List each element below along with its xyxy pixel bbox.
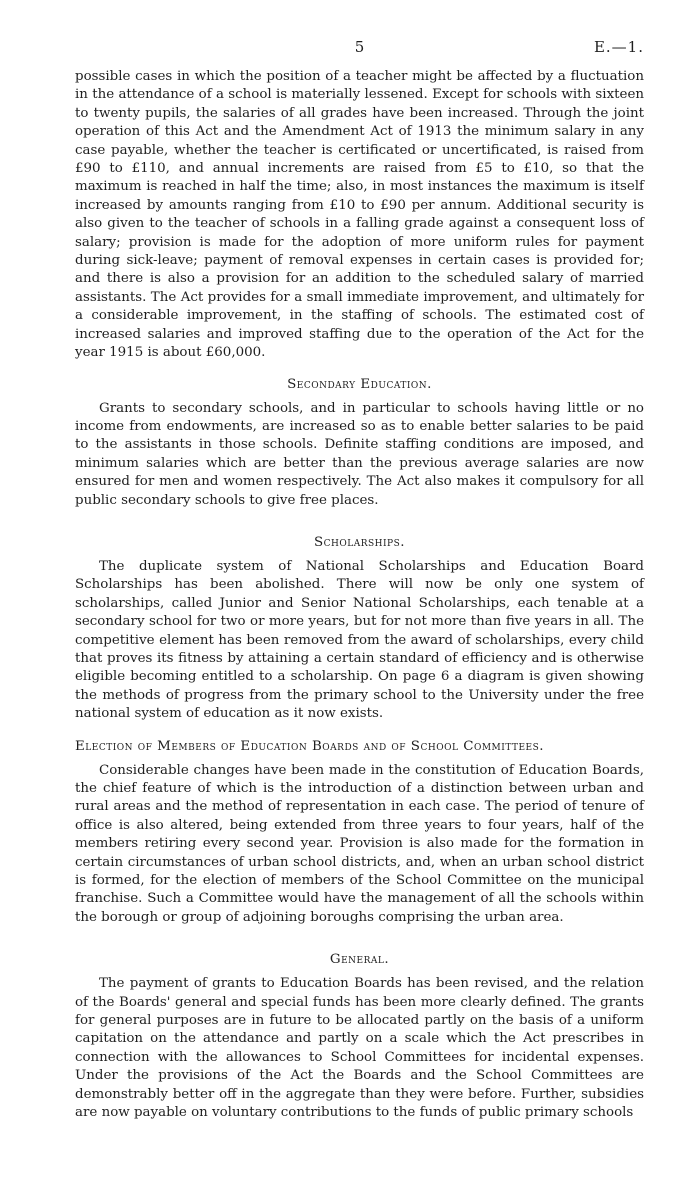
- page-header: [75, 38, 644, 58]
- paragraph-general: The payment of grants to Education Boards has been revised, and the relation of the Boards' general and special funds has been more clearly defined. The grants for general purposes are in future to be allocated partly on the basis of a uniform capitation on the attendance and partly on a scale which the Act prescribes in connection with the allowances to School Committees for incidental expenses. Under the provisions of the Act the Boards and the School Committees are demonstrably better off in the aggregate than they were before. Further, subsidies are now payable on voluntary contributions to the funds of public primary schools: [75, 976, 644, 1121]
- paragraph-intro: possible cases in which the position of a teacher might be affected by a fluctuation in the attendance of a school is materially lessened. Except for schools with sixteen to twenty pupils, the salaries of all grades have been increased. Through the joint operation of this Act and the Amendment Act of 1913 the minimum salary in any case payable, whether the teacher is certificated or uncertificated, is raised from £90 to £110, and annual increments are raised from £5 to £10, so that the maximum is reached in half the time; also, in most instances the maximum is itself increased by amounts ranging from £10 to £90 per annum. Additional security is also given to the teacher of schools in a falling grade against a consequent loss of salary; provision is made for the adoption of more uniform rules for payment during sick-leave; payment of removal expenses in certain cases is provided for; and there is also a provision for an addition to the scheduled salary of married assistants. The Act provides for a small immediate improvement, and ultimately for a considerable improvement, in the staffing of schools. The estimated cost of increased salaries and improved staffing due to the operation of the Act for the year 1915 is about £60,000.: [75, 69, 644, 361]
- heading-scholarships: Scholarships.: [313, 534, 406, 550]
- page-number: 5: [354, 38, 365, 56]
- spacer: [75, 363, 644, 376]
- body-text: [75, 68, 644, 1123]
- heading-election-of-members: Election of Members of Education Boards and of School Committees.: [75, 738, 545, 754]
- spacer: [75, 927, 644, 951]
- heading-secondary-education: Secondary Education.: [287, 376, 432, 392]
- paragraph-election-of-members: Considerable changes have been made in the constitution of Education Boards, the chief feature of which is the introduction of a distinction between urban and rural areas and the method of representation in each case. The period of tenure of office is also altered, being extended from three years to four years, half of the members retiring every second year. Provision is also made for the formation in certain circumstances of urban school districts, and, when an urban school district is formed, for the election of members of the School Committee on the municipal franchise. Such a Committee would have the management of all the schools within the borough or group of adjoining boroughs comprising the urban area.: [75, 762, 644, 925]
- paragraph-scholarships: The duplicate system of National Scholarships and Education Board Scholarships has been abolished. There will now be only one system of scholarships, called Junior and Senior National Scholarships, each tenable at a secondary school for two or more years, but for not more than five years in all. The competitive element has been removed from the award of scholarships, every child that proves its fitness by attaining a certain standard of efficiency and is otherwise eligible becoming entitled to a scholarship. On page 6 a diagram is given showing the methods of progress from the primary school to the University under the free national system of education as it now exists.: [75, 558, 644, 722]
- heading-general: General.: [329, 952, 390, 968]
- paragraph-secondary-education: Grants to secondary schools, and in particular to schools having little or no income from endowments, are increased so as to enable better salaries to be paid to the assistants in those schools. Definite staffing conditions are imposed, and minimum salaries which are better than the previous average salaries are now ensured for men and women respectively. The Act also makes it compulsory for all public secondary schools to give free places.: [75, 400, 644, 508]
- spacer: [75, 510, 644, 534]
- spacer: [75, 724, 644, 738]
- document-reference: E.—1.: [593, 38, 644, 56]
